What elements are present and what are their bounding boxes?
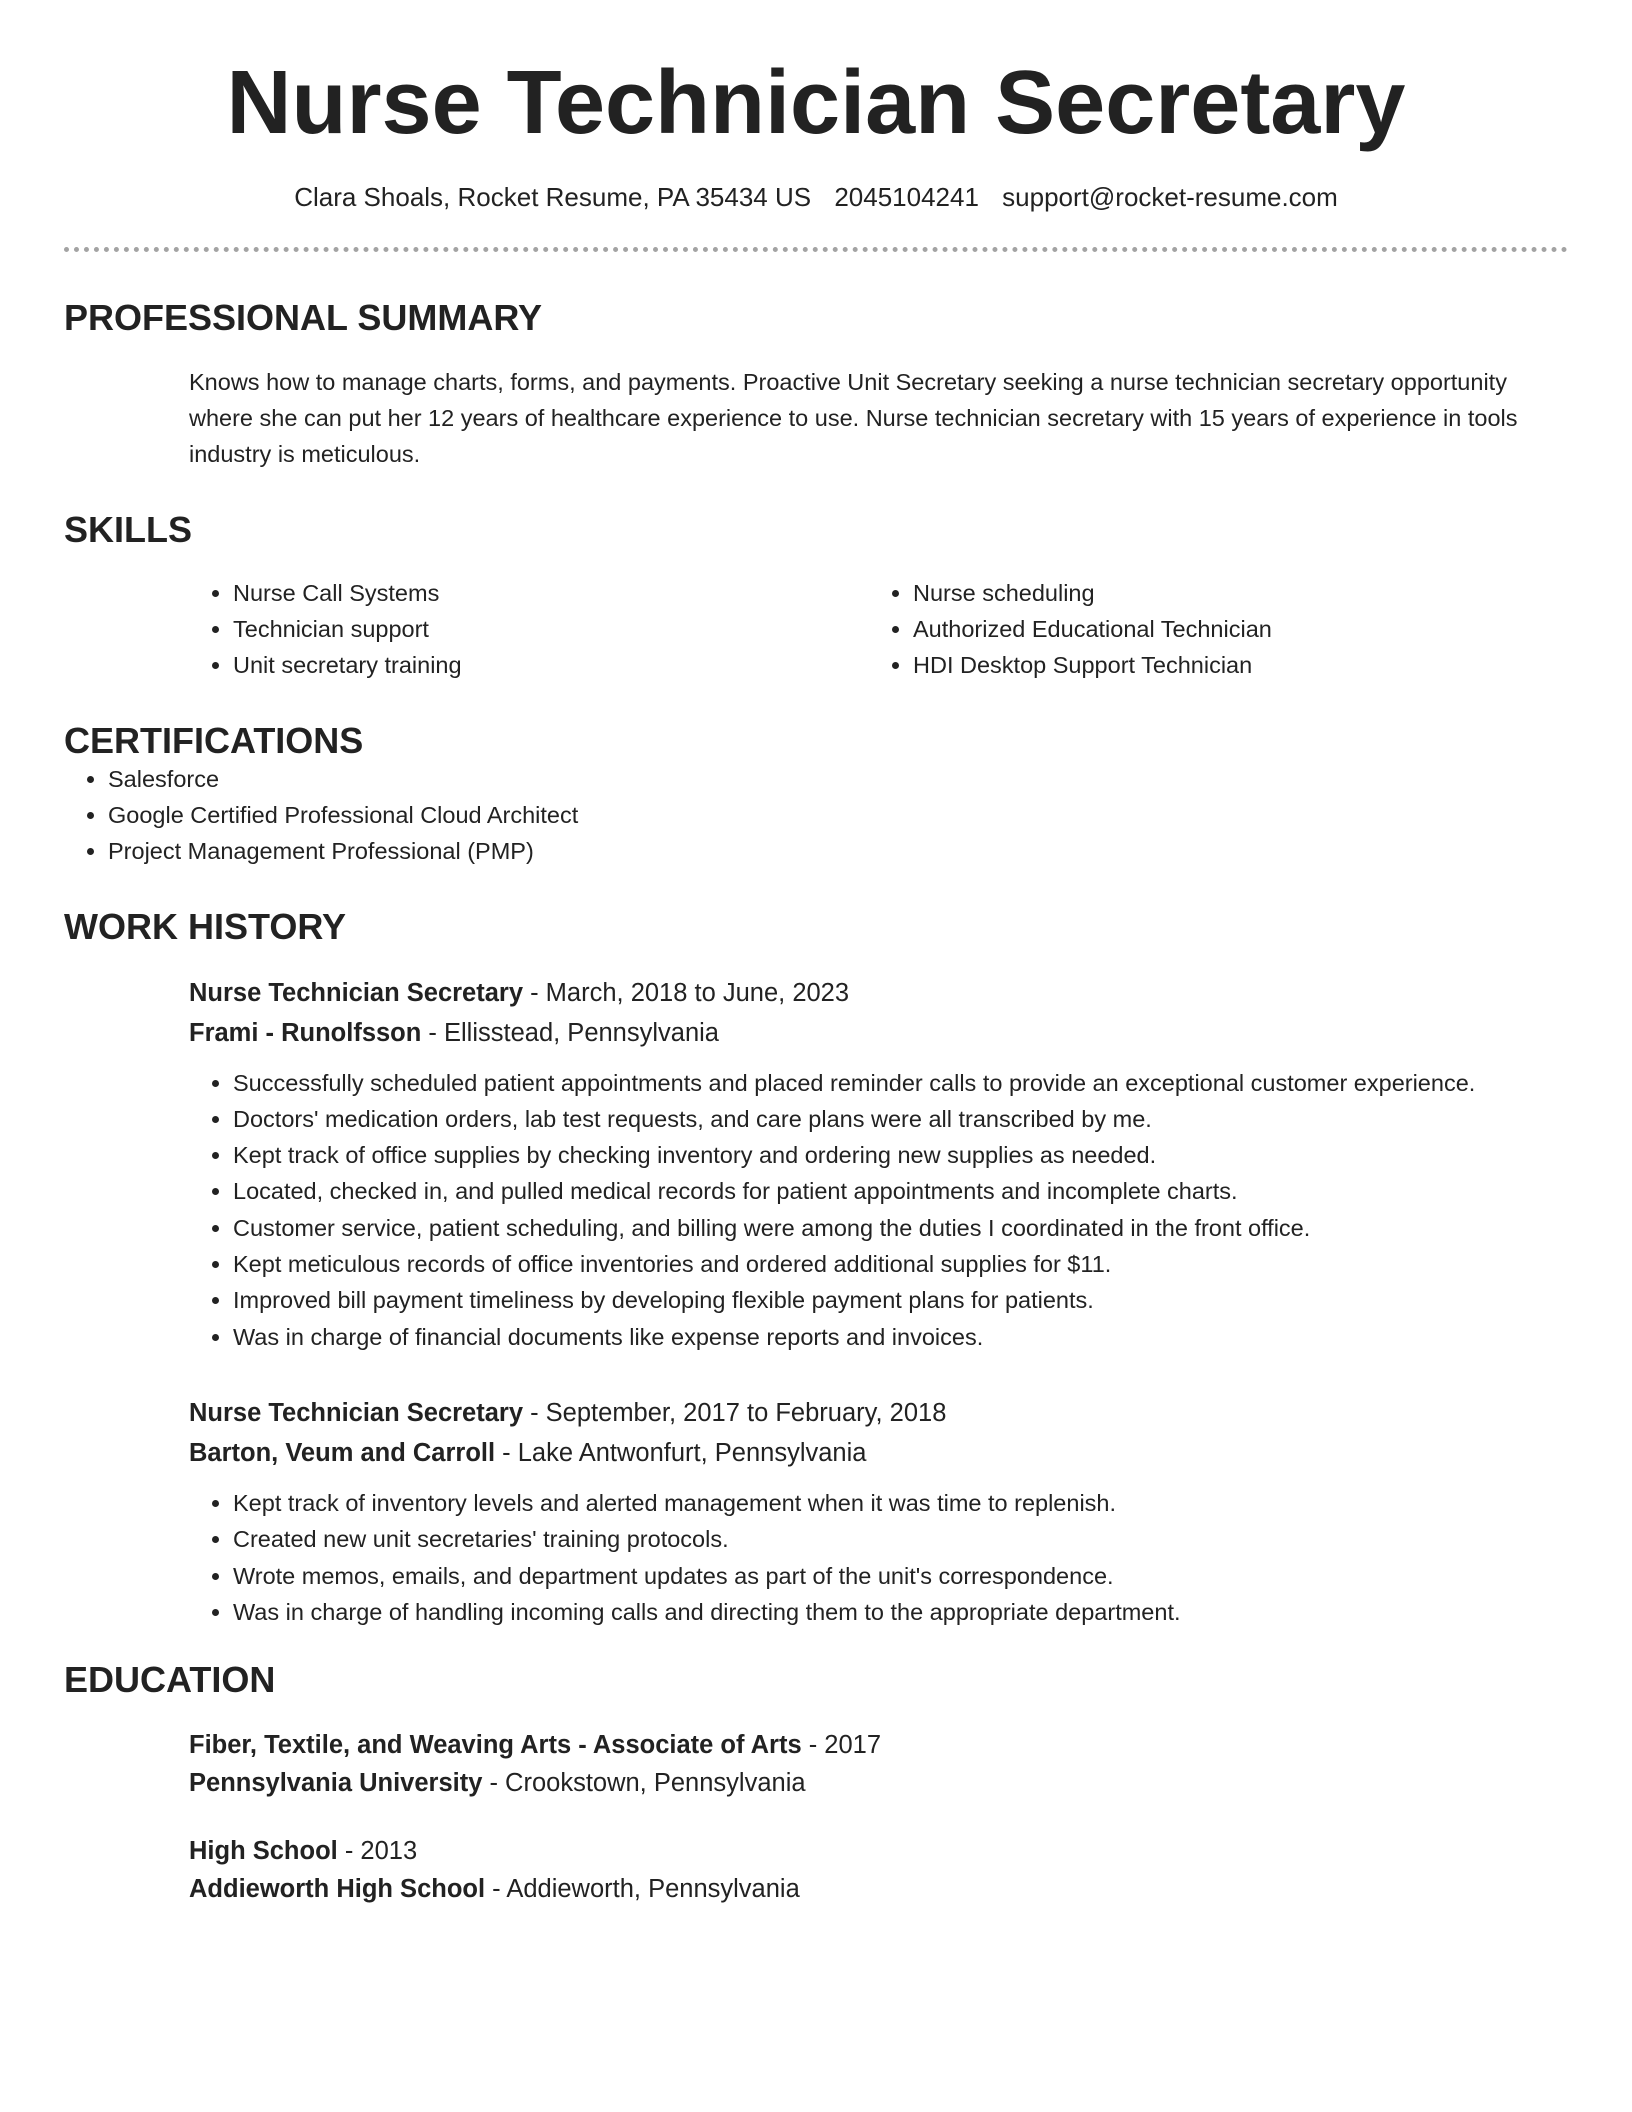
- job-title-line: [189, 1393, 1568, 1433]
- job-role: Nurse Technician Secretary: [189, 1398, 524, 1427]
- job-duty: • Kept meticulous records of office inventories and ordered additional supplies for $11.: [233, 1246, 1568, 1282]
- job-dates: - March, 2018 to June, 2023: [523, 978, 850, 1007]
- certifications-section: [64, 721, 1568, 869]
- skills-heading: SKILLS: [64, 508, 193, 550]
- education-year: - 2013: [337, 1836, 418, 1865]
- job-duty: • Successfully scheduled patient appointments and placed reminder calls to provide an exceptional customer experience.: [233, 1065, 1568, 1101]
- summary-section: [64, 298, 1568, 472]
- education-school: Addieworth High School: [189, 1874, 486, 1903]
- skill-item: • Unit secretary training: [233, 647, 869, 683]
- skill-item: • Nurse Call Systems: [233, 575, 869, 611]
- job-location: - Lake Antwonfurt, Pennsylvania: [495, 1438, 867, 1467]
- education-school: Pennsylvania University: [189, 1768, 483, 1797]
- summary-text: Knows how to manage charts, forms, and payments. Proactive Unit Secretary seeking a nurse technician secretary opportunity where she can put her 12 years of healthcare experience to use. Nurse technician secretary with 15 years of experience in tools industry is meticulous.: [189, 368, 1518, 467]
- skills-grid: [189, 575, 1568, 683]
- education-entry: [189, 1832, 1568, 1908]
- job-duty: • Kept track of office supplies by checking inventory and ordering new supplies as needed.: [233, 1137, 1568, 1173]
- skill-item: • Technician support: [233, 611, 869, 647]
- contact-line: [64, 182, 1568, 213]
- education-degree: Fiber, Textile, and Weaving Arts - Associate of Arts: [189, 1730, 802, 1759]
- job-company: Barton, Veum and Carroll: [189, 1438, 496, 1467]
- job-duty: • Improved bill payment timeliness by developing flexible payment plans for patients.: [233, 1282, 1568, 1318]
- work-history-heading: WORK HISTORY: [64, 905, 347, 947]
- education-location: - Crookstown, Pennsylvania: [482, 1768, 806, 1797]
- job-duty: • Customer service, patient scheduling, and billing were among the duties I coordinated in the front office.: [233, 1210, 1568, 1246]
- certifications-heading: CERTIFICATIONS: [64, 720, 364, 762]
- education-heading: EDUCATION: [64, 1659, 276, 1701]
- job-company: Frami - Runolfsson: [189, 1018, 422, 1047]
- education-degree-line: [189, 1832, 1568, 1870]
- contact-phone: 2045104241: [834, 182, 979, 212]
- job-duties-list: [189, 1065, 1568, 1355]
- job-duty: • Wrote memos, emails, and department updates as part of the unit's correspondence.: [233, 1558, 1568, 1594]
- education-year: - 2017: [801, 1730, 882, 1759]
- job-duty: • Was in charge of financial documents like expense reports and invoices.: [233, 1319, 1568, 1355]
- job-duty: • Kept track of inventory levels and alerted management when it was time to replenish.: [233, 1485, 1568, 1521]
- job-company-line: [189, 1013, 1568, 1053]
- education-degree: High School: [189, 1836, 338, 1865]
- skill-item: • HDI Desktop Support Technician: [913, 647, 1549, 683]
- education-degree-line: [189, 1726, 1568, 1764]
- job-duties-list: [189, 1485, 1568, 1630]
- job-entry: [189, 973, 1568, 1355]
- job-duty: • Located, checked in, and pulled medical records for patient appointments and incomplete charts.: [233, 1173, 1568, 1209]
- skills-section: [64, 510, 1568, 684]
- job-location: - Ellisstead, Pennsylvania: [421, 1018, 719, 1047]
- skill-item: • Authorized Educational Technician: [913, 611, 1549, 647]
- header-divider: [64, 247, 1568, 252]
- job-role: Nurse Technician Secretary: [189, 978, 524, 1007]
- skills-column-left: [189, 575, 869, 683]
- work-history-section: [64, 907, 1568, 1630]
- job-dates: - September, 2017 to February, 2018: [523, 1398, 947, 1427]
- summary-heading: PROFESSIONAL SUMMARY: [64, 297, 543, 339]
- job-duty: • Created new unit secretaries' training protocols.: [233, 1521, 1568, 1557]
- job-duty: • Doctors' medication orders, lab test requests, and care plans were all transcribed by me.: [233, 1101, 1568, 1137]
- job-title-line: [189, 973, 1568, 1013]
- skills-column-right: [869, 575, 1549, 683]
- job-company-line: [189, 1433, 1568, 1473]
- skill-item: • Nurse scheduling: [913, 575, 1549, 611]
- certification-item: • Salesforce: [108, 761, 1568, 797]
- education-section: [64, 1660, 1568, 1908]
- education-entry: [189, 1726, 1568, 1802]
- education-location: - Addieworth, Pennsylvania: [485, 1874, 800, 1903]
- certification-item: • Project Management Professional (PMP): [108, 833, 1568, 869]
- certification-item: • Google Certified Professional Cloud Architect: [108, 797, 1568, 833]
- resume-title: Nurse Technician Secretary: [226, 53, 1406, 153]
- contact-email: support@rocket-resume.com: [1002, 182, 1338, 212]
- education-school-line: [189, 1870, 1568, 1908]
- contact-address: Clara Shoals, Rocket Resume, PA 35434 US: [294, 182, 812, 212]
- job-entry: [189, 1393, 1568, 1630]
- education-school-line: [189, 1764, 1568, 1802]
- certifications-list: [64, 761, 1568, 869]
- job-duty: • Was in charge of handling incoming calls and directing them to the appropriate department.: [233, 1594, 1568, 1630]
